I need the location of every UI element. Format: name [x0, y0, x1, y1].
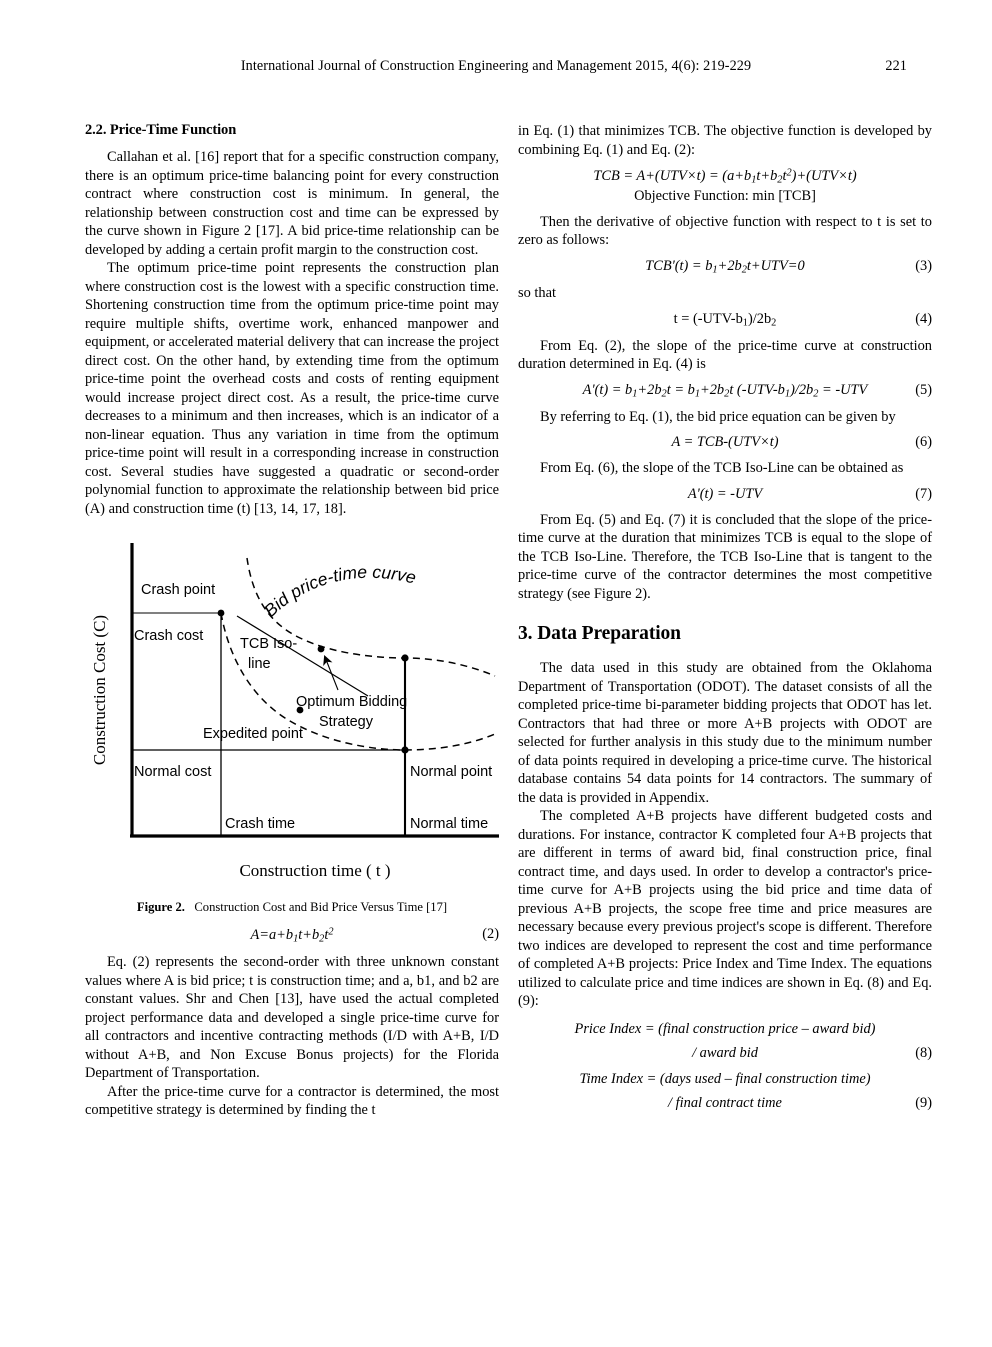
paragraph-conclusion-tangent: From Eq. (5) and Eq. (7) it is concluded that the slope of the price-time curve at the duration that minimizes TCB is equal to the slope of the TCB Iso-Line. Therefore, the TCB Iso-Line that is tangent to the price-time curve of the contractor determines the most competitive strategy (see Figure 2). [518, 511, 932, 602]
equation-tcb-line1: TCB = $A+(UTV\times t) = (a+b_1t+b_2t^2)+(UTV\times t)$ [593, 167, 857, 186]
equation-7 [518, 485, 932, 504]
paragraph-indices: The completed A+B projects have different budgeted costs and durations. For instance, contractor K completed four A+B projects that are different in terms of award bid, final construction price, final contract time, and days used. In order to develop a contractor's price-time curve for A+B projects using the bid price and time data of previous A+B projects, the scope free time and price measures are necessary because every previous project's scope is different. Therefore two indices are developed to represent the cost and time performance of completed A+B projects: Price Index and Time Index. The equations utilized to calculate price and time indices are shown in Eq. (8) and Eq. (9): [518, 808, 932, 1010]
equation-6-number: (6) [915, 434, 932, 451]
equation-5-number: (5) [915, 381, 932, 398]
normal-point-bid-marker [401, 654, 408, 661]
paragraph-eq2-explanation: Eq. (2) represents the second-order with three unknown constant values where A is bid price; t is construction time; and a, b1, and b2 are constant values. Shr and Chen [13], have used the actual completed project performance data and developed a single price-time curve for all contractors and incentive contracting methods (I/D with A+B, I/D without A+B, and Non Excuse Bonus projects) for the Florida Department of Transportation. [85, 954, 499, 1082]
x-axis-title: Construction time ( t ) [239, 861, 391, 880]
equation-7-number: (7) [915, 485, 932, 502]
paragraph-so-that: so that [518, 285, 556, 302]
optimum-bidding-marker [318, 646, 325, 653]
equation-9-second-line [518, 1094, 932, 1113]
paragraph-callahan: Callahan et al. [16] report that for a specific construction company, there is an optimum price-time balancing point for every construction contract where construction cost is minimum. In general, the relationship between construction cost and time can be expressed by the curve shown in Figure 2 [17]. A bid price-time relationship can be developed by adding a certain profit margin to the construction cost. [85, 149, 499, 258]
running-head [85, 58, 907, 80]
label-optimum-line2: Strategy [319, 714, 373, 730]
normal-point-cost-marker [401, 746, 408, 753]
section-heading-price-time-function: 2.2. Price-Time Function [85, 122, 237, 138]
equation-8-line1: Price Index = (final construction price – award bid) [574, 1020, 876, 1037]
equation-3 [518, 257, 932, 277]
equation-8-number: (8) [915, 1044, 932, 1061]
paragraph-slope-price-time: From Eq. (2), the slope of the price-time curve at construction duration determined in Eq. (4) is [518, 337, 932, 373]
equation-tcb [518, 166, 932, 206]
equation-8-line2: / award bid [692, 1044, 758, 1061]
label-crash-point: Crash point [141, 582, 216, 598]
label-normal-cost: Normal cost [134, 764, 212, 780]
right-column [518, 122, 932, 1120]
crash-point-marker [218, 610, 225, 617]
paragraph-optimum-price-time-point: The optimum price-time point represents the construction plan where construction cost is the lowest with a specific construction time. Shortening construction time from the optimum price-time point may require multiple shifts, overtime work, enhanced manpower and equipment, or accelerated material delivery that can increase the project direct cost. On the other hand, by extending time from the optimum price-time point the overhead costs and costs of renting equipment would increase project direct cost. As a result, the price-time curve decreases to a minimum and then increases, which is an indicator of a non-linear equation. Thus any variation in time from the optimum price-time point will result in a corresponding increase in construction cost. Several studies have suggested a quadratic or second-order polynomial function to approximate the relationship between bid price (A) and construction time (t) [13, 14, 17, 18]. [85, 260, 499, 517]
svg-text:Bid price-time curve [260, 562, 418, 621]
equation-5 [518, 381, 932, 401]
label-expedited-point: Expedited point [203, 726, 303, 742]
paragraph-after-price-time-curve: After the price-time curve for a contractor is determined, the most competitive strategy is determined by finding the t [85, 1083, 499, 1119]
label-crash-time: Crash time [225, 816, 296, 832]
figure-2-caption [85, 899, 499, 915]
figure-2-svg [85, 538, 499, 888]
equation-3-body: $TCB'(t) = b_1+2b_2t+UTV=0$ [645, 257, 805, 276]
equation-6 [518, 433, 932, 452]
equation-3-number: (3) [915, 257, 932, 274]
label-normal-point: Normal point [410, 764, 493, 780]
page-number: 221 [885, 58, 907, 74]
equation-6-body: A = TCB-(UTV×t) [671, 434, 779, 451]
figure-caption-label: Figure 2. [136, 900, 185, 914]
equation-objective-function: Objective Function: min [TCB] [634, 187, 816, 204]
paragraph-tcb-isoline-slope: From Eq. (6), the slope of the TCB Iso-Line can be obtained as [540, 460, 904, 477]
label-crash-cost: Crash cost [134, 628, 204, 644]
figure-2-graphic [85, 538, 499, 893]
equation-4-number: (4) [915, 310, 932, 327]
equation-2-body: $A=a+b_1t+b_2t^2$ [250, 926, 334, 945]
equation-4 [518, 310, 932, 330]
label-optimum-line1: Optimum Bidding [296, 694, 408, 710]
paragraph-odot-data: The data used in this study are obtained from the Oklahoma Department of Transportation (ODOT). The dataset consists of all the completed price-time bi-parameter bidding projects that ODOT has let. Contractors that had three or more A+B projects with ODOT are selected for further analysis in this study due to the minimum number of data points required in developing a price-time curve. The historical database contains 54 data points for 14 contractors. The summary of the data is provided in Appendix. [518, 660, 932, 806]
equation-9-number: (9) [915, 1094, 932, 1111]
equation-4-body: $t = (-UTV-b_1)/2b_2$ [673, 310, 777, 328]
equation-7-body: A'(t) = -UTV [687, 485, 763, 502]
paragraph-bid-price-equation: By referring to Eq. (1), the bid price equation can be given by [540, 408, 896, 425]
paragraph-objective-function-intro: in Eq. (1) that minimizes TCB. The objective function is developed by combining Eq. (1) and Eq. (2): [518, 123, 932, 158]
y-axis-title: Construction Cost (C) [90, 614, 109, 766]
equation-9-line2: / final contract time [668, 1094, 782, 1111]
equation-5-body: $A'(t) = b_1+2b_2t = b_1+2b_2t$ $(-UTV-b_1)/2b_2 = -UTV$ [582, 381, 868, 400]
label-normal-time: Normal time [410, 816, 489, 832]
optimum-strategy-arrow [325, 657, 338, 690]
equation-8-second-line [518, 1044, 932, 1063]
figure-caption-text: Construction Cost and Bid Price Versus Time [17] [194, 900, 448, 914]
label-bid-curve-text: Bid price-time curve [260, 561, 419, 621]
left-column [85, 122, 499, 1120]
equation-9-line1: Time Index = (days used – final construction time) [579, 1070, 871, 1087]
paragraph-derivative: Then the derivative of objective function with respect to t is set to zero as follows: [518, 213, 932, 249]
journal-header-title: International Journal of Construction Engineering and Management 2015, 4(6): 219-229 [240, 58, 752, 74]
equation-8 [518, 1020, 932, 1039]
label-tcb-isoline-line1: TCB Iso- [240, 636, 298, 652]
label-tcb-isoline-line2: line [248, 656, 271, 672]
equation-2 [85, 925, 499, 946]
equation-2-number: (2) [482, 926, 499, 943]
equation-9 [518, 1070, 932, 1089]
section-heading-data-preparation: 3. Data Preparation [518, 623, 681, 645]
